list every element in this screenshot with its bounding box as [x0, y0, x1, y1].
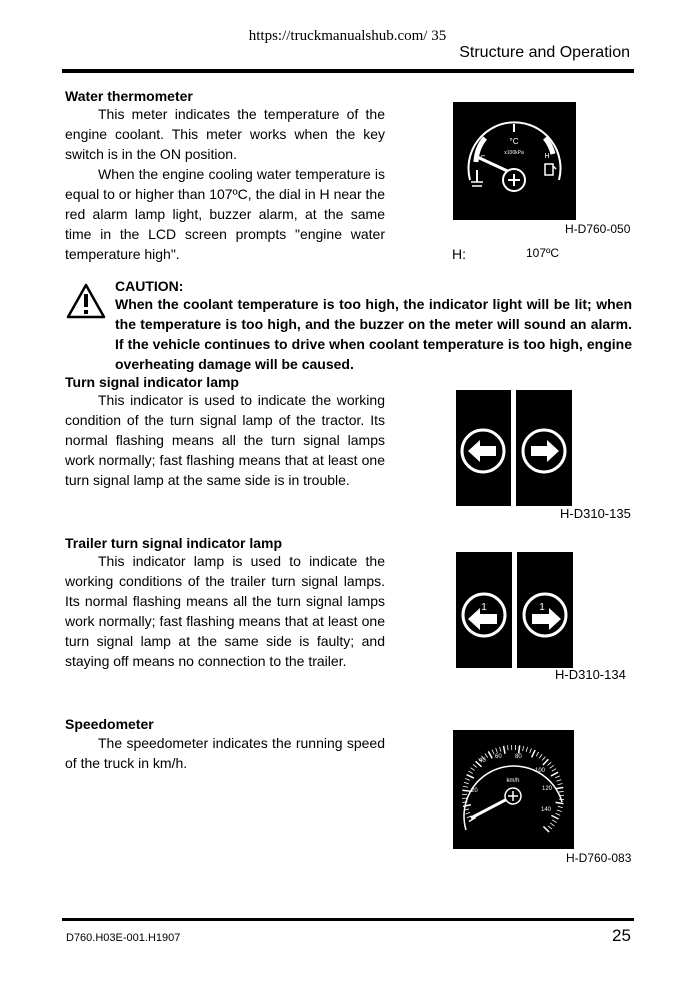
speedometer-tick — [500, 747, 501, 752]
speedometer-tick — [556, 813, 561, 815]
trailer-turn-right-panel — [517, 552, 573, 668]
speedometer-p1-text: The speedometer indicates the running speed of the truck in km/h. — [65, 735, 385, 771]
turn-left-arrow-icon — [456, 390, 511, 506]
speedometer-tick — [542, 757, 545, 761]
speedometer-tick — [558, 783, 563, 784]
caution-text: When the coolant temperature is too high, the indicator light will be lit; when the temperature is too high, and the buzzer on the meter will sound an alarm. If the vehicle continues to drive when coolant temperature is too high, engine overheating damage will be caused. — [115, 296, 632, 372]
trailer-turn-left-panel — [456, 552, 512, 668]
water-thermometer-figure-code: H-D760-050 — [565, 222, 631, 236]
speedometer-tick — [539, 754, 542, 758]
fuel-pump-icon — [545, 164, 556, 175]
speedometer-tick — [543, 826, 549, 832]
speedometer-tick — [550, 823, 554, 826]
speedometer-tick — [543, 759, 549, 765]
turn-signal-figure-code: H-D310-135 — [560, 506, 631, 521]
speedometer-tick — [473, 764, 477, 767]
speedometer-tick — [552, 769, 556, 772]
caution-heading: CAUTION: — [115, 278, 184, 294]
gauge-h-label: H — [544, 153, 550, 160]
speedometer-tick — [519, 745, 520, 753]
trailer-turn-left-arrow-icon — [456, 552, 512, 668]
water-thermometer-p1-text: This meter indicates the temperature of the engine coolant. This meter works when the key switch is in the ON position. — [65, 106, 385, 162]
water-thermometer-paragraph-1 — [65, 104, 385, 164]
speedometer-tick — [557, 810, 562, 812]
speed-label-140: 140 — [541, 807, 552, 813]
trailer-turn-signal-p1-text: This indicator lamp is used to indicate the working conditions of the trailer turn signal lamps. Its normal flashing means all the turn signal lamps work normally; fast flashing means that at least one turn signal lamp at the same side is faulty; and staying off means no connection to the trailer. — [65, 553, 385, 669]
speedometer-tick — [465, 778, 470, 780]
speedometer-tick — [555, 776, 560, 778]
source-url: https://truckmanualshub.com/ 35 — [248, 28, 447, 44]
speedometer-tick — [463, 786, 468, 787]
coolant-temperature-icon — [471, 170, 483, 186]
speedometer-tick — [465, 812, 470, 814]
speedometer-tick — [551, 815, 558, 819]
water-thermometer-gauge-figure — [453, 102, 576, 220]
legend-value: 107ºC — [526, 246, 560, 260]
turn-signal-right-panel — [516, 390, 572, 506]
speedometer-figure-code: H-D760-083 — [566, 851, 632, 865]
page-number: 25 — [612, 926, 631, 945]
speedometer-tick — [552, 820, 556, 823]
trailer-turn-right-arrow-icon — [517, 552, 573, 668]
section-title: Structure and Operation — [459, 44, 630, 61]
speedometer-tick — [547, 762, 551, 765]
header-rule — [62, 69, 634, 73]
turn-signal-p1-text: This indicator is used to indicate the working condition of the turn signal lamp of the tractor. Its normal flashing means all the turn signal lamps work normally; fast flashing means that at least one turn signal lamp at the same side is in trouble. — [65, 392, 385, 488]
trailer-turn-signal-figure-code: H-D310-134 — [555, 667, 626, 682]
speedometer-tick — [468, 771, 472, 773]
speedometer-tick — [471, 768, 475, 771]
water-thermometer-heading: Water thermometer — [65, 88, 193, 104]
speed-label-60: 60 — [495, 754, 502, 760]
speedometer-tick — [492, 750, 494, 755]
speedometer-tick — [548, 826, 552, 829]
water-thermometer-p2-text: When the engine cooling water temperature is equal to or higher than 107ºC, the dial in H near the red alarm lamp light, buzzer alarm, at the same time in the LCD screen prompts "engine water temperature high". — [65, 166, 385, 262]
speedometer-tick — [467, 775, 474, 778]
speedometer-tick — [526, 747, 527, 752]
speedometer-tick — [558, 806, 563, 807]
speedometer-tick — [530, 748, 532, 753]
turn-signal-left-panel — [456, 390, 511, 506]
speed-label-20: 20 — [471, 788, 478, 794]
speedometer-gauge-icon — [453, 730, 574, 849]
speedometer-tick — [504, 746, 505, 754]
speedometer-tick — [508, 745, 509, 750]
speedometer-tick — [462, 790, 470, 791]
speedometer-tick — [557, 780, 562, 782]
gauge-sub-label: x100kPa — [504, 150, 524, 156]
trailer-turn-signal-paragraph — [65, 551, 385, 671]
temperature-gauge-icon — [453, 102, 576, 220]
speedometer-tick — [523, 746, 524, 751]
speedometer-tick — [556, 802, 564, 803]
gauge-unit-label: °C — [509, 137, 519, 146]
turn-right-arrow-icon — [516, 390, 572, 506]
footer-rule — [62, 918, 634, 921]
speedometer-heading: Speedometer — [65, 716, 154, 732]
speedometer-tick — [550, 765, 554, 768]
speedometer-paragraph — [65, 733, 385, 773]
speedometer-tick — [536, 752, 539, 756]
speed-label-80: 80 — [515, 754, 522, 760]
water-thermometer-paragraph-2 — [65, 164, 385, 264]
speedometer-tick — [485, 753, 488, 757]
speedometer-figure — [453, 730, 574, 849]
document-code: D760.H03E-001.H1907 — [66, 932, 181, 944]
turn-signal-heading: Turn signal indicator lamp — [65, 374, 239, 390]
turn-signal-paragraph — [65, 390, 385, 490]
speedometer-tick — [496, 748, 498, 753]
gauge-c-label: C — [480, 155, 486, 162]
warning-triangle-icon — [66, 283, 106, 324]
speedometer-tick — [532, 750, 535, 757]
speedometer-unit: km/h — [506, 778, 520, 784]
speed-label-120: 120 — [542, 786, 553, 792]
trailer-left-badge: 1 — [481, 602, 487, 613]
legend-key: H: — [452, 246, 466, 262]
speedometer-tick — [464, 782, 469, 783]
speedometer-tick — [488, 751, 492, 758]
trailer-turn-signal-heading: Trailer turn signal indicator lamp — [65, 535, 283, 551]
trailer-right-badge: 1 — [539, 602, 545, 613]
speed-label-100: 100 — [535, 768, 546, 774]
speed-label-40: 40 — [479, 758, 486, 764]
speedometer-tick — [551, 772, 558, 776]
